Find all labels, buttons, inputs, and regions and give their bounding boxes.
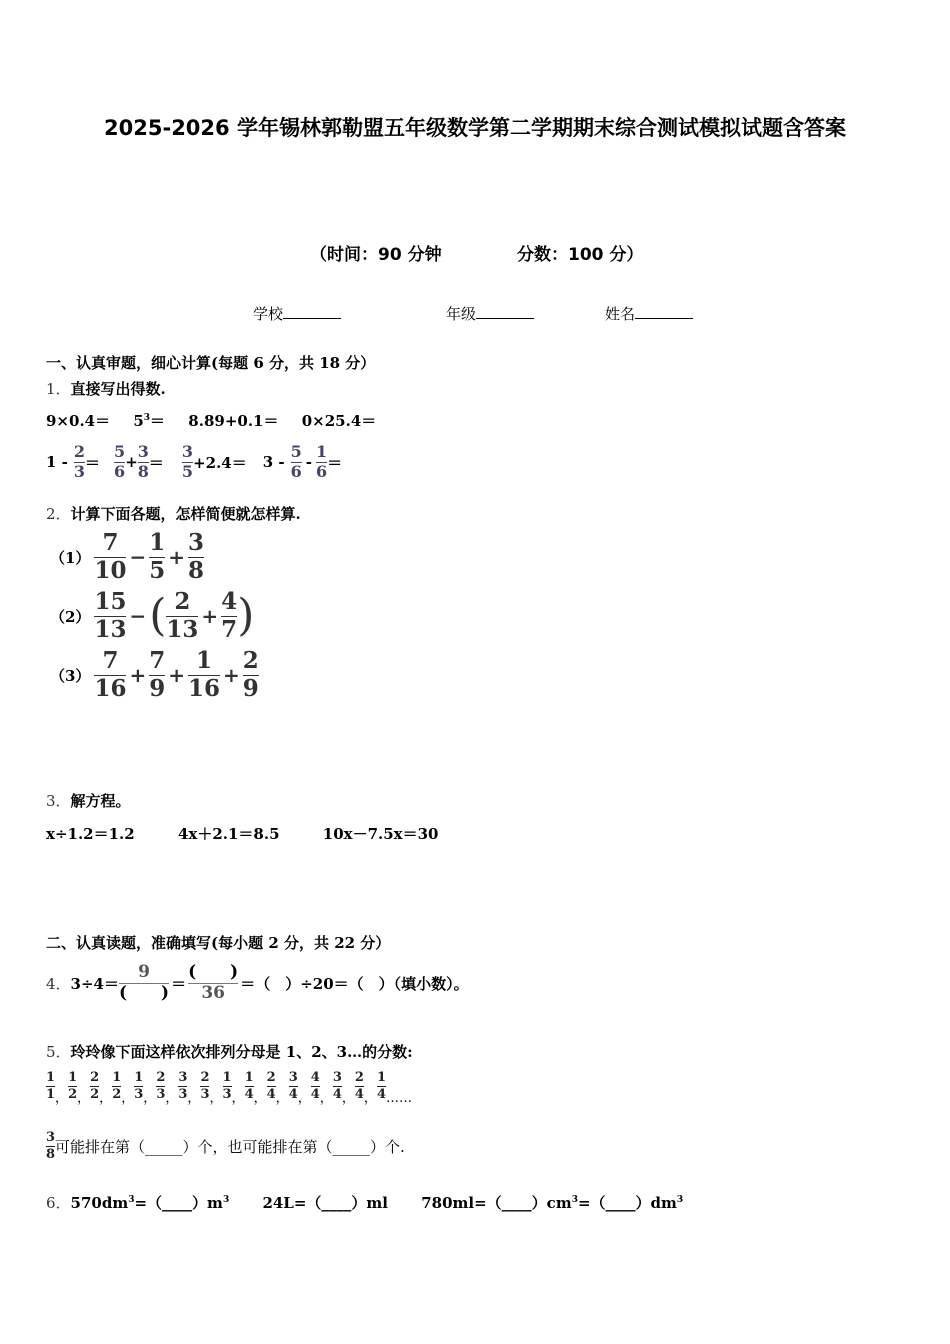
q1-fd-op: - — [305, 453, 312, 471]
sequence-fraction — [200, 1071, 209, 1101]
q2-i3-f4 — [243, 649, 259, 700]
q2-i3-f2 — [149, 649, 165, 700]
numerator: 3 — [288, 1069, 298, 1085]
sequence-separator: ， — [55, 1091, 69, 1106]
denominator: 36 — [201, 982, 225, 1003]
q1-fd-fraction2 — [316, 441, 328, 481]
numerator: 5 — [290, 441, 302, 461]
q6-part-d: 780ml=（____）cm — [421, 1194, 572, 1212]
q1-fb-equals: ＝ — [148, 453, 164, 472]
denominator: 8 — [188, 556, 205, 584]
numerator: 3 — [178, 1069, 188, 1085]
numerator: 2 — [200, 1069, 210, 1085]
sequence-separator: ， — [165, 1091, 179, 1106]
sequence-fraction — [245, 1071, 254, 1101]
q3-text: 解方程。 — [70, 792, 131, 810]
q4-number: 4． — [46, 974, 71, 993]
numerator: 2 — [354, 1069, 364, 1085]
grade-field — [446, 303, 534, 324]
sequence-separator: ， — [143, 1091, 157, 1106]
denominator-blank[interactable]: ( ) — [119, 982, 170, 1003]
sequence-fraction — [377, 1071, 386, 1101]
numerator: 7 — [102, 647, 119, 675]
denominator: 3 — [222, 1086, 232, 1102]
q1-fa-fraction — [73, 441, 86, 481]
section2-heading: 二、认真读题，准确填写(每小题 2 分，共 22 分） — [46, 934, 391, 952]
numerator: 1 — [68, 1069, 78, 1085]
numerator: 4 — [310, 1069, 320, 1085]
sequence-separator: ， — [363, 1091, 377, 1106]
q4-post: ＝（ ）÷20＝（ ）（填小数）。 — [240, 974, 469, 993]
q6-sup-a: 3 — [128, 1195, 135, 1205]
numerator: 3 — [332, 1069, 342, 1085]
q6-part-a: 570dm — [70, 1194, 129, 1212]
sequence-fraction — [311, 1071, 320, 1101]
denominator: 5 — [181, 461, 194, 481]
name-blank[interactable] — [635, 318, 693, 319]
q2-i3-op1: + — [129, 663, 147, 687]
q3-eq-3: 10x－7.5x＝30 — [322, 825, 439, 843]
q1-fa-pre: 1 - — [46, 453, 68, 471]
sequence-fraction — [223, 1071, 232, 1101]
q2-i1-f1 — [94, 531, 126, 582]
numerator: 15 — [94, 588, 127, 616]
numerator: 1 — [316, 441, 328, 461]
numerator: 2 — [242, 647, 259, 675]
numerator: 7 — [149, 647, 166, 675]
score-label: 分数：100 分） — [517, 245, 644, 265]
denominator: 5 — [149, 556, 166, 584]
denominator: 4 — [354, 1086, 364, 1102]
q2-i2-op1: − — [129, 604, 147, 628]
q2-i1-op2: + — [168, 545, 185, 569]
numerator: 1 — [222, 1069, 232, 1085]
q5-prompt — [46, 1041, 413, 1062]
denominator: 4 — [266, 1086, 276, 1102]
sequence-fraction — [46, 1071, 55, 1101]
page-title: 2025-2026 学年锡林郭勒盟五年级数学第二学期期末综合测试模拟试题含答案 — [104, 116, 846, 140]
q2-item-1 — [50, 530, 204, 584]
q2-item-3 — [50, 648, 259, 702]
numerator: 1 — [149, 529, 166, 557]
time-label: （时间：90 分钟 — [310, 245, 442, 265]
q2-number: 2． — [46, 505, 71, 523]
grade-label: 年级 — [446, 305, 477, 323]
q5-text: 玲玲像下面这样依次排列分母是 1、2、3…的分数: — [70, 1043, 413, 1061]
q1-fc-post: +2.4＝ — [193, 453, 247, 472]
q1-prompt — [46, 378, 166, 399]
denominator: 6 — [290, 461, 302, 481]
q1-equals: ＝ — [150, 412, 166, 430]
denominator: 16 — [188, 674, 221, 702]
grade-blank[interactable] — [476, 318, 534, 319]
q1-item-a: 9×0.4＝ — [46, 412, 111, 430]
numerator: 1 — [134, 1069, 144, 1085]
sequence-fraction — [68, 1071, 77, 1101]
denominator: 2 — [68, 1086, 78, 1102]
school-field — [253, 303, 341, 324]
q1-number: 1． — [46, 380, 71, 398]
q3-equations — [46, 823, 439, 844]
q2-i2-f2 — [166, 590, 198, 641]
numerator: 1 — [112, 1069, 122, 1085]
numerator: 2 — [266, 1069, 276, 1085]
q4-pre: 3÷4＝ — [70, 974, 119, 993]
name-field — [605, 303, 693, 324]
sequence-fraction — [178, 1071, 187, 1101]
q1-item-c: 8.89+0.1＝ — [188, 412, 279, 430]
q2-item-2 — [50, 589, 254, 643]
right-paren: ) — [237, 590, 255, 641]
q2-i2-f1 — [94, 590, 126, 641]
denominator: 4 — [310, 1086, 320, 1102]
q5-sequence — [46, 1066, 412, 1106]
sequence-fraction — [355, 1071, 364, 1101]
sequence-fraction — [289, 1071, 298, 1101]
sequence-separator: ， — [297, 1091, 311, 1106]
numerator: 2 — [90, 1069, 100, 1085]
q1-fc-fraction — [181, 441, 194, 481]
q2-item-label: （1） — [50, 548, 91, 567]
numerator: 1 — [196, 647, 213, 675]
denominator: 13 — [94, 615, 127, 643]
q2-i2-f3 — [221, 590, 237, 641]
q5-question — [46, 1126, 405, 1166]
q2-i1-f2 — [149, 531, 165, 582]
sequence-separator: ， — [341, 1091, 355, 1106]
q6-part-c: 24L=（____）ml — [262, 1194, 388, 1212]
denominator: 6 — [316, 461, 328, 481]
sequence-fraction — [267, 1071, 276, 1101]
sequence-separator: ， — [77, 1091, 91, 1106]
sequence-fraction — [90, 1071, 99, 1101]
numerator: 4 — [221, 588, 238, 616]
q2-prompt — [46, 503, 301, 524]
q5-number: 5． — [46, 1043, 71, 1061]
q2-i3-op3: + — [223, 663, 240, 687]
q1-row2 — [46, 440, 342, 484]
sequence-ellipsis: …… — [385, 1091, 412, 1106]
left-paren: ( — [149, 590, 167, 641]
denominator: 4 — [244, 1086, 254, 1102]
q1-text: 直接写出得数. — [70, 380, 166, 398]
school-blank[interactable] — [283, 318, 341, 319]
sequence-separator: ， — [209, 1091, 223, 1106]
q2-item-label: （2） — [50, 607, 91, 626]
denominator: 4 — [376, 1086, 386, 1102]
q6-sup-d: 3 — [676, 1195, 684, 1205]
numerator: 1 — [46, 1069, 56, 1085]
q1-item-b — [133, 412, 165, 430]
denominator: 3 — [156, 1086, 166, 1102]
numerator: 3 — [181, 441, 194, 461]
numerator-blank[interactable]: ( ) — [188, 961, 239, 982]
school-label: 学校 — [253, 305, 284, 323]
q2-i1-f3 — [188, 531, 204, 582]
denominator: 3 — [178, 1086, 188, 1102]
q2-i1-op1: − — [129, 545, 147, 569]
q1-fb-fraction2 — [137, 441, 149, 481]
q6-part-b: =（____）m — [134, 1194, 223, 1212]
q1-item-d: 0×25.4＝ — [301, 412, 377, 430]
sequence-fraction — [134, 1071, 143, 1101]
denominator: 2 — [112, 1086, 122, 1102]
denominator: 10 — [94, 556, 127, 584]
denominator: 3 — [134, 1086, 144, 1102]
q1-fa-equals: ＝ — [85, 453, 101, 472]
q3-number: 3． — [46, 792, 71, 810]
numerator: 3 — [137, 441, 149, 461]
q4-fraction2 — [188, 961, 239, 1003]
sequence-separator: ， — [187, 1091, 201, 1106]
numerator: 9 — [138, 961, 150, 982]
sequence-fraction — [112, 1071, 121, 1101]
q6-sup-c: 3 — [571, 1195, 578, 1205]
q1-base: 5 — [133, 412, 144, 430]
section1-heading: 一、认真审题，细心计算(每题 6 分，共 18 分） — [46, 354, 376, 372]
q5-tail: 可能排在第（_____）个，也可能排在第（_____）个. — [55, 1137, 405, 1156]
q2-item-label: （3） — [50, 666, 91, 685]
denominator: 3 — [73, 461, 86, 481]
name-label: 姓名 — [605, 305, 636, 323]
q2-text: 计算下面各题，怎样简便就怎样算. — [70, 505, 301, 523]
numerator: 2 — [156, 1069, 166, 1085]
q3-prompt — [46, 790, 131, 811]
sequence-fraction — [333, 1071, 342, 1101]
q1-fb-fraction1 — [114, 441, 126, 481]
numerator: 1 — [376, 1069, 386, 1085]
denominator: 3 — [200, 1086, 210, 1102]
sequence-separator: ， — [275, 1091, 289, 1106]
numerator: 5 — [114, 441, 126, 461]
denominator: 1 — [46, 1086, 56, 1102]
numerator: 3 — [46, 1129, 56, 1145]
sequence-separator: ， — [231, 1091, 245, 1106]
denominator: 9 — [242, 674, 259, 702]
q1-fd-pre: 3 - — [262, 453, 285, 471]
numerator: 2 — [73, 441, 86, 461]
q3-eq-1: x÷1.2＝1.2 — [46, 825, 135, 843]
q3-eq-2: 4x＋2.1＝8.5 — [177, 825, 280, 843]
q1-fd-fraction1 — [290, 441, 302, 481]
numerator: 1 — [244, 1069, 254, 1085]
numerator: 2 — [174, 588, 191, 616]
q1-row1 — [46, 410, 376, 431]
denominator: 4 — [332, 1086, 342, 1102]
q6-sup-b: 3 — [222, 1195, 230, 1205]
sequence-separator: ， — [253, 1091, 267, 1106]
denominator: 8 — [137, 461, 149, 481]
sequence-separator: ， — [319, 1091, 333, 1106]
q6-part-e: =（____）dm — [577, 1194, 677, 1212]
denominator: 6 — [114, 461, 126, 481]
q2-i3-f3 — [188, 649, 220, 700]
sequence-separator: ， — [99, 1091, 113, 1106]
q6-row — [46, 1192, 683, 1213]
denominator: 16 — [94, 674, 127, 702]
denominator: 9 — [149, 674, 166, 702]
q6-number: 6． — [46, 1194, 71, 1212]
denominator: 13 — [166, 615, 199, 643]
sequence-fraction — [156, 1071, 165, 1101]
q4-fraction1 — [119, 961, 170, 1003]
sequence-separator: ， — [121, 1091, 135, 1106]
denominator: 7 — [221, 615, 238, 643]
q2-i2-op2: + — [201, 604, 219, 628]
q5-fraction — [46, 1131, 55, 1161]
q4-row — [46, 955, 469, 1011]
q1-exponent: 3 — [143, 413, 151, 423]
q2-i3-op2: + — [168, 663, 185, 687]
numerator: 3 — [188, 529, 205, 557]
denominator: 2 — [90, 1086, 100, 1102]
q1-fb-op: + — [125, 453, 138, 471]
denominator: 8 — [46, 1146, 56, 1162]
q4-eq: ＝ — [171, 974, 187, 993]
q1-fd-equals: ＝ — [327, 453, 343, 472]
denominator: 4 — [288, 1086, 298, 1102]
q2-i3-f1 — [94, 649, 126, 700]
numerator: 7 — [102, 529, 119, 557]
